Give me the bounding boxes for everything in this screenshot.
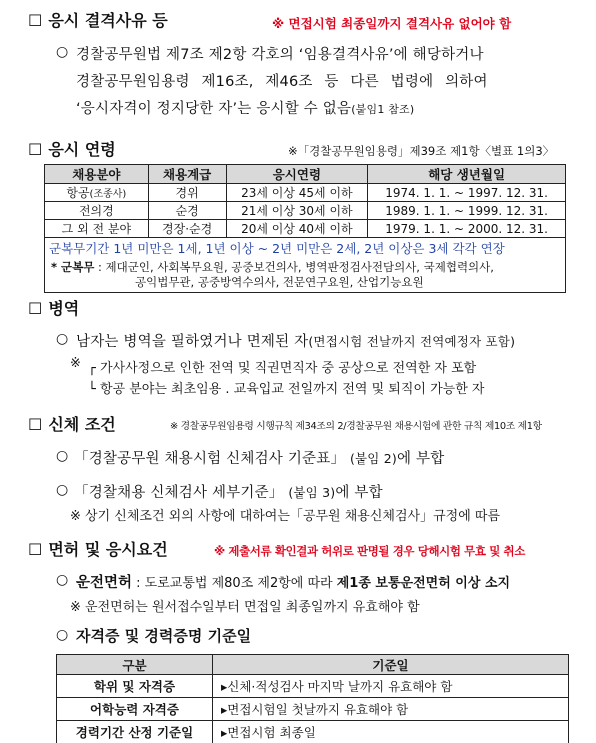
body-text-line bbox=[76, 330, 515, 351]
body-text: 「경찰채용 신체검사 세부기준」 bbox=[74, 485, 284, 501]
cell-rank: 경위 bbox=[148, 184, 226, 202]
body-text: : 도로교통법 제80조 제2항에 따라 bbox=[136, 576, 333, 591]
military-definition-note bbox=[45, 258, 566, 293]
body-text: 남자는 병역을 필하였거나 면제된 자 bbox=[76, 334, 309, 350]
bullet-circle-icon: ○ bbox=[56, 482, 69, 498]
warning-note: ※ 면접시험 최종일까지 결격사유 없어야 함 bbox=[272, 16, 512, 31]
appendix-ref: (붙임1 참조) bbox=[351, 103, 415, 116]
column-header: 채용분야 bbox=[45, 165, 149, 184]
cell-label: 경력기간 산정 기준일 bbox=[57, 721, 213, 743]
table-row bbox=[45, 202, 566, 220]
table-row bbox=[57, 698, 569, 721]
section-title: 병역 bbox=[48, 299, 80, 318]
checkbox-square-icon: ☐ bbox=[28, 140, 43, 159]
cell-value: ▸면접시험 최종일 bbox=[213, 721, 569, 743]
body-text-line bbox=[74, 481, 383, 502]
cell-birth: 1979. 1. 1. ~ 2000. 12. 31. bbox=[368, 220, 566, 238]
checkbox-square-icon: ☐ bbox=[28, 299, 43, 318]
cell-rank: 순경 bbox=[148, 202, 226, 220]
warning-note: ※ 제출서류 확인결과 허위로 판명될 경우 당해시험 무효 및 취소 bbox=[214, 544, 525, 558]
note-line: ※ 운전면허는 원서접수일부터 면접일 최종일까지 유효해야 함 bbox=[70, 600, 420, 615]
body-text-line: 경찰공무원법 제7조 제2항 각호의 ‘임용결격사유’에 해당하거나 bbox=[76, 47, 484, 63]
column-header: 해당 생년월일 bbox=[368, 165, 566, 184]
note-line: └ 항공 분야는 최초임용 . 교육입교 전일까지 전역 및 퇴직이 가능한 자 bbox=[88, 382, 485, 397]
section-heading-license bbox=[28, 537, 168, 560]
table-row bbox=[45, 220, 566, 238]
checkbox-square-icon: ☐ bbox=[28, 540, 43, 559]
cell-field: 전의경 bbox=[45, 202, 149, 220]
cell-birth: 1989. 1. 1. ~ 1999. 12. 31. bbox=[368, 202, 566, 220]
column-header: 기준일 bbox=[213, 655, 569, 675]
note-line: ┌ 가사사정으로 인한 전역 및 직권면직자 중 공상으로 전역한 자 포함 bbox=[88, 361, 477, 376]
bullet-circle-icon: ○ bbox=[56, 448, 69, 464]
section-title: 응시 결격사유 등 bbox=[48, 11, 168, 30]
age-table bbox=[44, 164, 566, 293]
cell-age: 21세 이상 30세 이하 bbox=[226, 202, 368, 220]
cell-label: 학위 및 자격증 bbox=[57, 675, 213, 698]
legal-reference: ※「경찰공무원임용령」제39조 제1항〈별표 1의3〉 bbox=[288, 144, 555, 158]
table-row bbox=[57, 675, 569, 698]
section-title: 신체 조건 bbox=[48, 415, 116, 434]
section-heading-military bbox=[28, 296, 79, 319]
military-extension-note: 군복무기간 1년 미만은 1세, 1년 이상 ~ 2년 미만은 2세, 2년 이상은 3세 각각 연장 bbox=[45, 238, 566, 258]
column-header: 구분 bbox=[57, 655, 213, 675]
appendix-ref: (붙임 2) bbox=[349, 451, 397, 466]
subsection-title: 자격증 및 경력증명 기준일 bbox=[76, 627, 252, 645]
cell-field: 항공(조종사) bbox=[45, 184, 149, 202]
column-header: 응시연령 bbox=[226, 165, 368, 184]
table-row-military-note bbox=[45, 258, 566, 293]
note-line: ※ 상기 신체조건 외의 사항에 대하여는「공무원 채용신체검사」규정에 따름 bbox=[70, 509, 501, 524]
body-text: 「경찰공무원 채용시험 신체검사 기준표」 bbox=[74, 451, 346, 467]
section-title: 면허 및 응시요건 bbox=[48, 540, 168, 559]
body-text-line bbox=[76, 97, 414, 118]
body-text: 에 부합 bbox=[396, 451, 445, 467]
table-row bbox=[57, 721, 569, 743]
checkbox-square-icon: ☐ bbox=[28, 11, 43, 30]
table-header-row bbox=[57, 655, 569, 675]
cell-age: 20세 이상 40세 이하 bbox=[226, 220, 368, 238]
section-heading-physical bbox=[28, 412, 116, 435]
note-mark: ※ bbox=[70, 356, 81, 371]
bullet-circle-icon: ○ bbox=[56, 44, 69, 60]
note-text: : 제대군인, 사회복무요원, 공중보건의사, 병역판정검사전담의사, 국제협력의사, bbox=[98, 259, 494, 274]
table-row bbox=[45, 184, 566, 202]
legal-reference: ※ 경찰공무원임용령 시행규칙 제34조의 2/경찰공무원 채용시험에 관한 규칙 제10조 제1항 bbox=[170, 421, 542, 432]
section-title: 응시 연령 bbox=[48, 140, 116, 159]
cell-age: 23세 이상 45세 이하 bbox=[226, 184, 368, 202]
license-requirement-line bbox=[76, 571, 510, 592]
cell-value: ▸신체·적성검사 마지막 날까지 유효해야 함 bbox=[213, 675, 569, 698]
note-text: 공익법무관, 공중방역수의사, 전문연구요원, 산업기능요원 bbox=[135, 274, 424, 289]
cell-value: ▸면접시험일 첫날까지 유효해야 함 bbox=[213, 698, 569, 721]
license-label: 운전면허 bbox=[76, 575, 133, 591]
section-heading-disqualification bbox=[28, 8, 168, 31]
bullet-circle-icon: ○ bbox=[56, 627, 69, 643]
appendix-ref: (붙임 3) bbox=[288, 485, 336, 500]
checkbox-square-icon: ☐ bbox=[28, 415, 43, 434]
section-heading-age bbox=[28, 137, 116, 160]
body-text: ‘응시자격이 정지당한 자’는 응시할 수 없음 bbox=[76, 101, 352, 117]
body-text-line bbox=[74, 447, 444, 468]
body-text: 에 부합 bbox=[335, 485, 383, 501]
body-text-line: 경찰공무원임용령 제16조, 제46조 등 다른 법령에 의하여 bbox=[76, 74, 488, 90]
column-header: 채용계급 bbox=[148, 165, 226, 184]
cell-rank: 경장·순경 bbox=[148, 220, 226, 238]
cell-birth: 1974. 1. 1. ~ 1997. 12. 31. bbox=[368, 184, 566, 202]
body-subtext: (면접시험 전날까지 전역예정자 포함) bbox=[308, 334, 516, 349]
bullet-circle-icon: ○ bbox=[56, 572, 69, 588]
table-row-military bbox=[45, 238, 566, 258]
bullet-circle-icon: ○ bbox=[56, 331, 69, 347]
cell-label: 어학능력 자격증 bbox=[57, 698, 213, 721]
certificate-table bbox=[56, 654, 569, 743]
table-header-row bbox=[45, 165, 566, 184]
note-label: * 군복무 bbox=[51, 259, 95, 274]
license-requirement: 제1종 보통운전면허 이상 소지 bbox=[336, 576, 511, 591]
cell-field: 그 외 전 분야 bbox=[45, 220, 149, 238]
